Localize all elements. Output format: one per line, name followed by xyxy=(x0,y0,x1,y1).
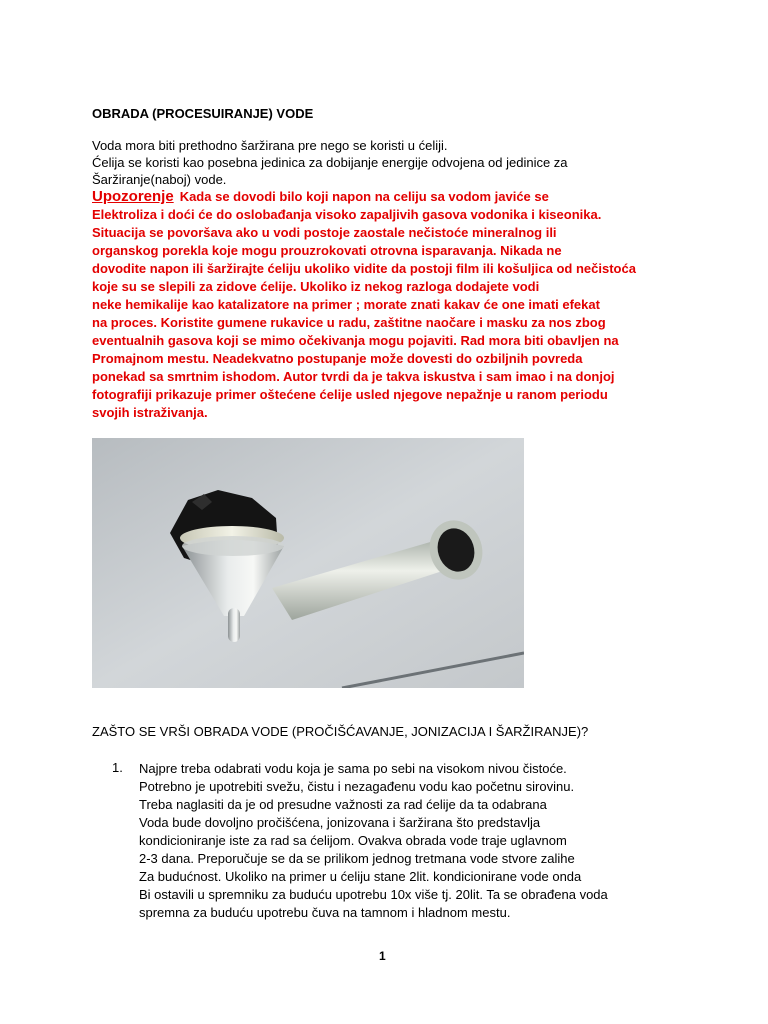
damaged-cell-photo xyxy=(92,438,524,688)
list-item-line: Najpre treba odabrati vodu koja je sama po sebi na visokom nivou čistoće. xyxy=(139,761,567,776)
list-item-number: 1. xyxy=(112,760,123,775)
warning-paragraph xyxy=(92,188,652,422)
list-item xyxy=(139,760,669,922)
warning-title: Upozorenje xyxy=(92,188,174,205)
damaged-cell-illustration xyxy=(92,438,524,688)
page-number: 1 xyxy=(379,949,386,963)
section-title: ZAŠTO SE VRŠI OBRADA VODE (PROČIŠĆAVANJE, JONIZACIJA I ŠARŽIRANJE)? xyxy=(92,724,589,739)
warning-line: ponekad sa smrtnim ishodom. Autor tvrdi da je takva iskustva i sam imao i na donjoj xyxy=(92,369,615,384)
list-item-line: Treba naglasiti da je od presudne važnosti za rad ćelije da ta odabrana xyxy=(139,797,547,812)
intro-line: Ćelija se koristi kao posebna jedinica za dobijanje energije odvojena od jedinice za xyxy=(92,155,568,170)
warning-line: organskog porekla koje mogu prouzrokovati otrovna isparavanja. Nikada ne xyxy=(92,243,562,258)
warning-line xyxy=(92,188,652,206)
document-heading: OBRADA (PROCESUIRANJE) VODE xyxy=(92,106,314,121)
warning-line: svojih istraživanja. xyxy=(92,405,208,420)
warning-line: koje su se slepili za zidove ćelije. Ukoliko iz nekog razloga dodajete vodi xyxy=(92,279,540,294)
list-item-line: Voda bude dovoljno pročišćena, jonizovana i šaržirana što predstavlja xyxy=(139,815,541,830)
warning-line: Promajnom mestu. Neadekvatno postupanje može dovesti do ozbiljnih povreda xyxy=(92,351,583,366)
warning-line: eventualnih gasova koji se mimo očekivanja mogu pojaviti. Rad mora biti obavljen na xyxy=(92,333,619,348)
warning-line: dovodite napon ili šaržirajte ćeliju ukoliko vidite da postoji film ili košuljica od nečistoća xyxy=(92,261,636,276)
list-item-line: Bi ostavili u spremniku za buduću upotrebu 10x više tj. 20lit. Ta se obrađena voda xyxy=(139,887,608,902)
warning-line: Elektroliza i doći će do oslobađanja visoko zapaljivih gasova vodonika i kiseonika. xyxy=(92,207,602,222)
list-item-line: 2-3 dana. Preporučuje se da se prilikom jednog tretmana vode stvore zalihe xyxy=(139,851,575,866)
list-item-line: kondicioniranje iste za rad sa ćelijom. Ovakva obrada vode traje uglavnom xyxy=(139,833,567,848)
intro-line: Voda mora biti prethodno šaržirana pre nego se koristi u ćeliji. xyxy=(92,138,448,153)
warning-line-text: Kada se dovodi bilo koji napon na celiju sa vodom javiće se xyxy=(179,189,549,204)
cell-rod xyxy=(228,608,240,642)
warning-line: Situacija se povoršava ako u vodi postoje zaostale nečistoće mineralnog ili xyxy=(92,225,557,240)
warning-line: neke hemikalije kao katalizatore na primer ; morate znati kakav će one imati efekat xyxy=(92,297,600,312)
warning-line: fotografiji prikazuje primer oštećene ćelije usled njegove nepažnje u ranom periodu xyxy=(92,387,608,402)
list-item-line: Za budućnost. Ukoliko na primer u ćeliju stane 2lit. kondicionirane vode onda xyxy=(139,869,582,884)
intro-line: Šaržiranje(naboj) vode. xyxy=(92,172,227,187)
list-item-line: spremna za buduću upotrebu čuva na tamnom i hladnom mestu. xyxy=(139,905,511,920)
list-item-line: Potrebno je upotrebiti svežu, čistu i nezagađenu vodu kao početnu sirovinu. xyxy=(139,779,575,794)
intro-paragraph xyxy=(92,137,652,188)
warning-line: na proces. Koristite gumene rukavice u radu, zaštitne naočare i masku za nos zbog xyxy=(92,315,606,330)
